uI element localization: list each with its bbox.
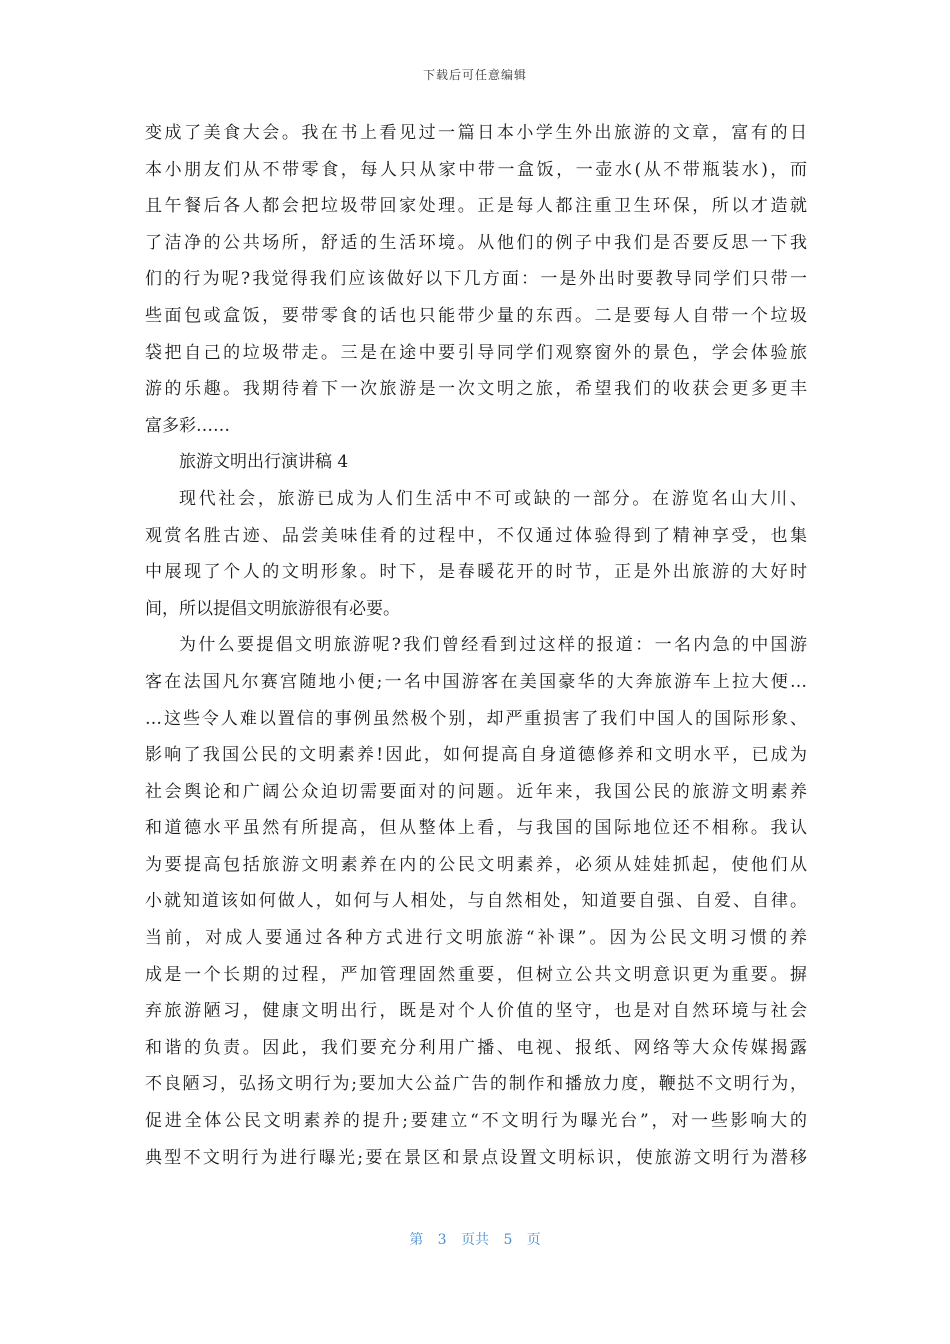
text-line: 和谐的负责。因此，我们要充分利用广播、电视、报纸、网络等大众传媒揭露 bbox=[145, 1037, 807, 1058]
text-line: 弃旅游陋习，健康文明出行，既是对个人价值的坚守，也是对自然环境与社会 bbox=[145, 1001, 807, 1022]
text-line: 且午餐后各人都会把垃圾带回家处理。正是每人都注重卫生环保，所以才造就 bbox=[145, 196, 807, 217]
text-line: 观赏名胜古迹、品尝美味佳肴的过程中，不仅通过体验得到了精神享受，也集 bbox=[145, 525, 807, 546]
text-line: 和道德水平虽然有所提高，但从整体上看，与我国的国际地位还不相称。我认 bbox=[145, 818, 807, 839]
page-header: 下载后可任意编辑 bbox=[422, 68, 527, 82]
text-line: 袋把自己的垃圾带走。三是在途中要引导同学们观察窗外的景色，学会体验旅 bbox=[145, 342, 807, 363]
text-line: 游的乐趣。我期待着下一次旅游是一次文明之旅，希望我们的收获会更多更丰 bbox=[145, 379, 807, 400]
document-body bbox=[145, 115, 807, 1176]
text-line: 变成了美食大会。我在书上看见过一篇日本小学生外出旅游的文章，富有的日 bbox=[145, 123, 807, 143]
text-line: 些面包或盒饭，要带零食的话也只能带少量的东西。二是要每人自带一个垃圾 bbox=[145, 305, 807, 326]
text-line: …这些令人难以置信的事例虽然极个别，却严重损害了我们中国人的国际形象、 bbox=[145, 708, 807, 729]
section-heading: 旅游文明出行演讲稿 4 bbox=[179, 452, 349, 473]
text-line: 为要提高包括旅游文明素养在内的公民文明素养，必须从娃娃抓起，使他们从 bbox=[145, 854, 807, 875]
page-number-footer: 第 3 页共 5 页 bbox=[409, 1232, 541, 1248]
text-line: 了洁净的公共场所，舒适的生活环境。从他们的例子中我们是否要反思一下我 bbox=[145, 232, 807, 253]
text-line: 小就知道该如何做人，如何与人相处，与自然相处，知道要自强、自爱、自律。 bbox=[145, 891, 807, 912]
text-line: 当前，对成人要通过各种方式进行文明旅游“补课”。因为公民文明习惯的养 bbox=[145, 928, 807, 949]
text-line: 客在法国凡尔赛宫随地小便;一名中国游客在美国豪华的大奔旅游车上拉大便… bbox=[145, 671, 807, 692]
text-line: 间，所以提倡文明旅游很有必要。 bbox=[145, 598, 400, 619]
text-line: 不良陋习，弘扬文明行为;要加大公益广告的制作和播放力度，鞭挞不文明行为， bbox=[145, 1074, 807, 1095]
text-line: 促进全体公民文明素养的提升;要建立“不文明行为曝光台”，对一些影响大的 bbox=[145, 1111, 807, 1132]
text-line: 成是一个长期的过程，严加管理固然重要，但树立公共文明意识更为重要。摒 bbox=[145, 964, 807, 985]
text-line: 本小朋友们从不带零食，每人只从家中带一盒饭，一壶水(从不带瓶装水)，而 bbox=[145, 159, 807, 180]
text-line: 们的行为呢?我觉得我们应该做好以下几方面：一是外出时要教导同学们只带一 bbox=[145, 269, 807, 290]
paragraph-start-line: 现代社会，旅游已成为人们生活中不可或缺的一部分。在游览名山大川、 bbox=[179, 488, 807, 509]
text-line: 影响了我国公民的文明素养!因此，如何提高自身道德修养和文明水平，已成为 bbox=[145, 745, 807, 766]
text-line: 富多彩…… bbox=[145, 415, 230, 436]
text-line: 中展现了个人的文明形象。时下，是春暖花开的时节，正是外出旅游的大好时 bbox=[145, 562, 807, 583]
paragraph-start-line: 为什么要提倡文明旅游呢?我们曾经看到过这样的报道：一名内急的中国游 bbox=[179, 635, 807, 656]
text-line: 社会舆论和广阔公众迫切需要面对的问题。近年来，我国公民的旅游文明素养 bbox=[145, 781, 807, 802]
text-line: 典型不文明行为进行曝光;要在景区和景点设置文明标识，使旅游文明行为潜移 bbox=[145, 1147, 807, 1168]
